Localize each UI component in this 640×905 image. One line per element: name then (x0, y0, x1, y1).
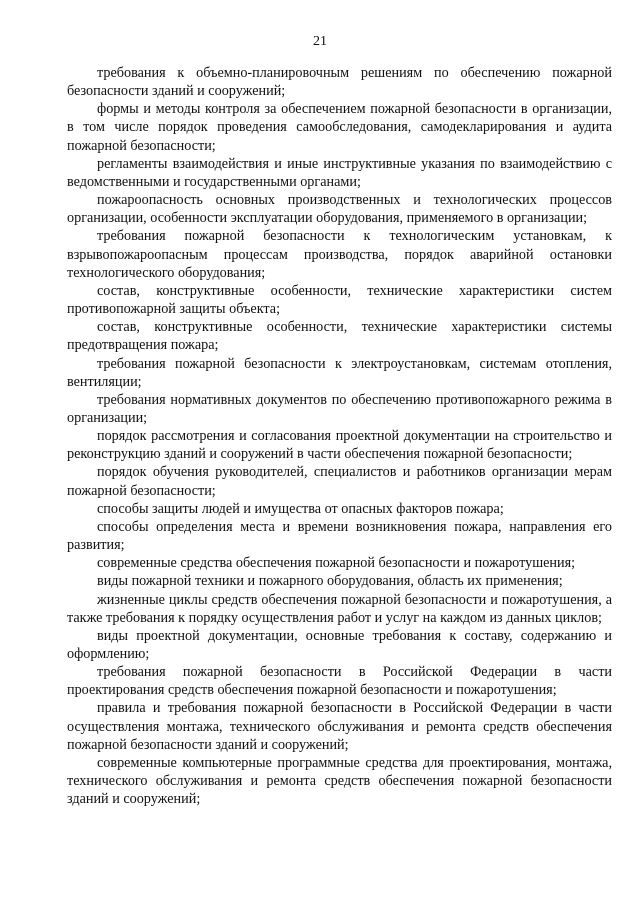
requirement-item: пожароопасность основных производственных и технологических процессов организации, особенности эксплуатации оборудования, применяемого в организации; (67, 192, 612, 227)
requirement-item: требования пожарной безопасности к электроустановкам, системам отопления, вентиляции; (67, 355, 612, 390)
requirement-item: требования к объемно-планировочным решениям по обеспечению пожарной безопасности зданий и сооружений; (67, 65, 612, 100)
requirement-item: жизненные циклы средств обеспечения пожарной безопасности и пожаротушения, а также требования к порядку осуществления работ и услуг на каждом из данных циклов; (67, 591, 612, 626)
requirement-item: регламенты взаимодействия и иные инструктивные указания по взаимодействию с ведомственными и государственными органами; (67, 155, 612, 190)
requirement-item: состав, конструктивные особенности, технические характеристики системы предотвращения пожара; (67, 319, 612, 354)
requirement-item: современные компьютерные программные средства для проектирования, монтажа, технического обслуживания и ремонта средств обеспечения пожарной безопасности зданий и сооружений; (67, 754, 612, 808)
requirement-item: способы защиты людей и имущества от опасных факторов пожара; (97, 500, 504, 517)
requirement-item: требования пожарной безопасности к технологическим установкам, к взрывопожароопасным процессам производства, порядок аварийной остановки технологического оборудования; (67, 228, 612, 281)
requirement-item: требования нормативных документов по обеспечению противопожарного режима в организации; (67, 391, 612, 426)
requirement-item: порядок рассмотрения и согласования проектной документации на строительство и реконструкцию зданий и сооружений в части обеспечения пожарной безопасности; (67, 428, 612, 463)
requirement-item: способы определения места и времени возникновения пожара, направления его развития; (67, 518, 612, 554)
requirement-item: требования пожарной безопасности в Российской Федерации в части проектирования средств обеспечения пожарной безопасности и пожаротушения; (67, 664, 612, 699)
requirement-item: современные средства обеспечения пожарной безопасности и пожаротушения; (97, 555, 576, 572)
requirement-item: виды пожарной техники и пожарного оборудования, область их применения; (97, 573, 563, 590)
requirement-item: правила и требования пожарной безопасности в Российской Федерации в части осуществления монтажа, технического обслуживания и ремонта средств обеспечения пожарной безопасности зданий и сооружений; (67, 700, 612, 753)
requirement-item: виды проектной документации, основные требования к составу, содержанию и оформлению; (67, 627, 612, 662)
document-body (67, 64, 612, 808)
requirement-item: состав, конструктивные особенности, технические характеристики систем противопожарной защиты объекта; (67, 282, 612, 318)
page-number: 21 (313, 34, 327, 49)
requirement-item: порядок обучения руководителей, специалистов и работников организации мерам пожарной безопасности; (67, 464, 612, 499)
requirement-item: формы и методы контроля за обеспечением пожарной безопасности в организации, в том числе порядок проведения самообследования, самодекларирования и аудита пожарной безопасности; (67, 101, 612, 154)
